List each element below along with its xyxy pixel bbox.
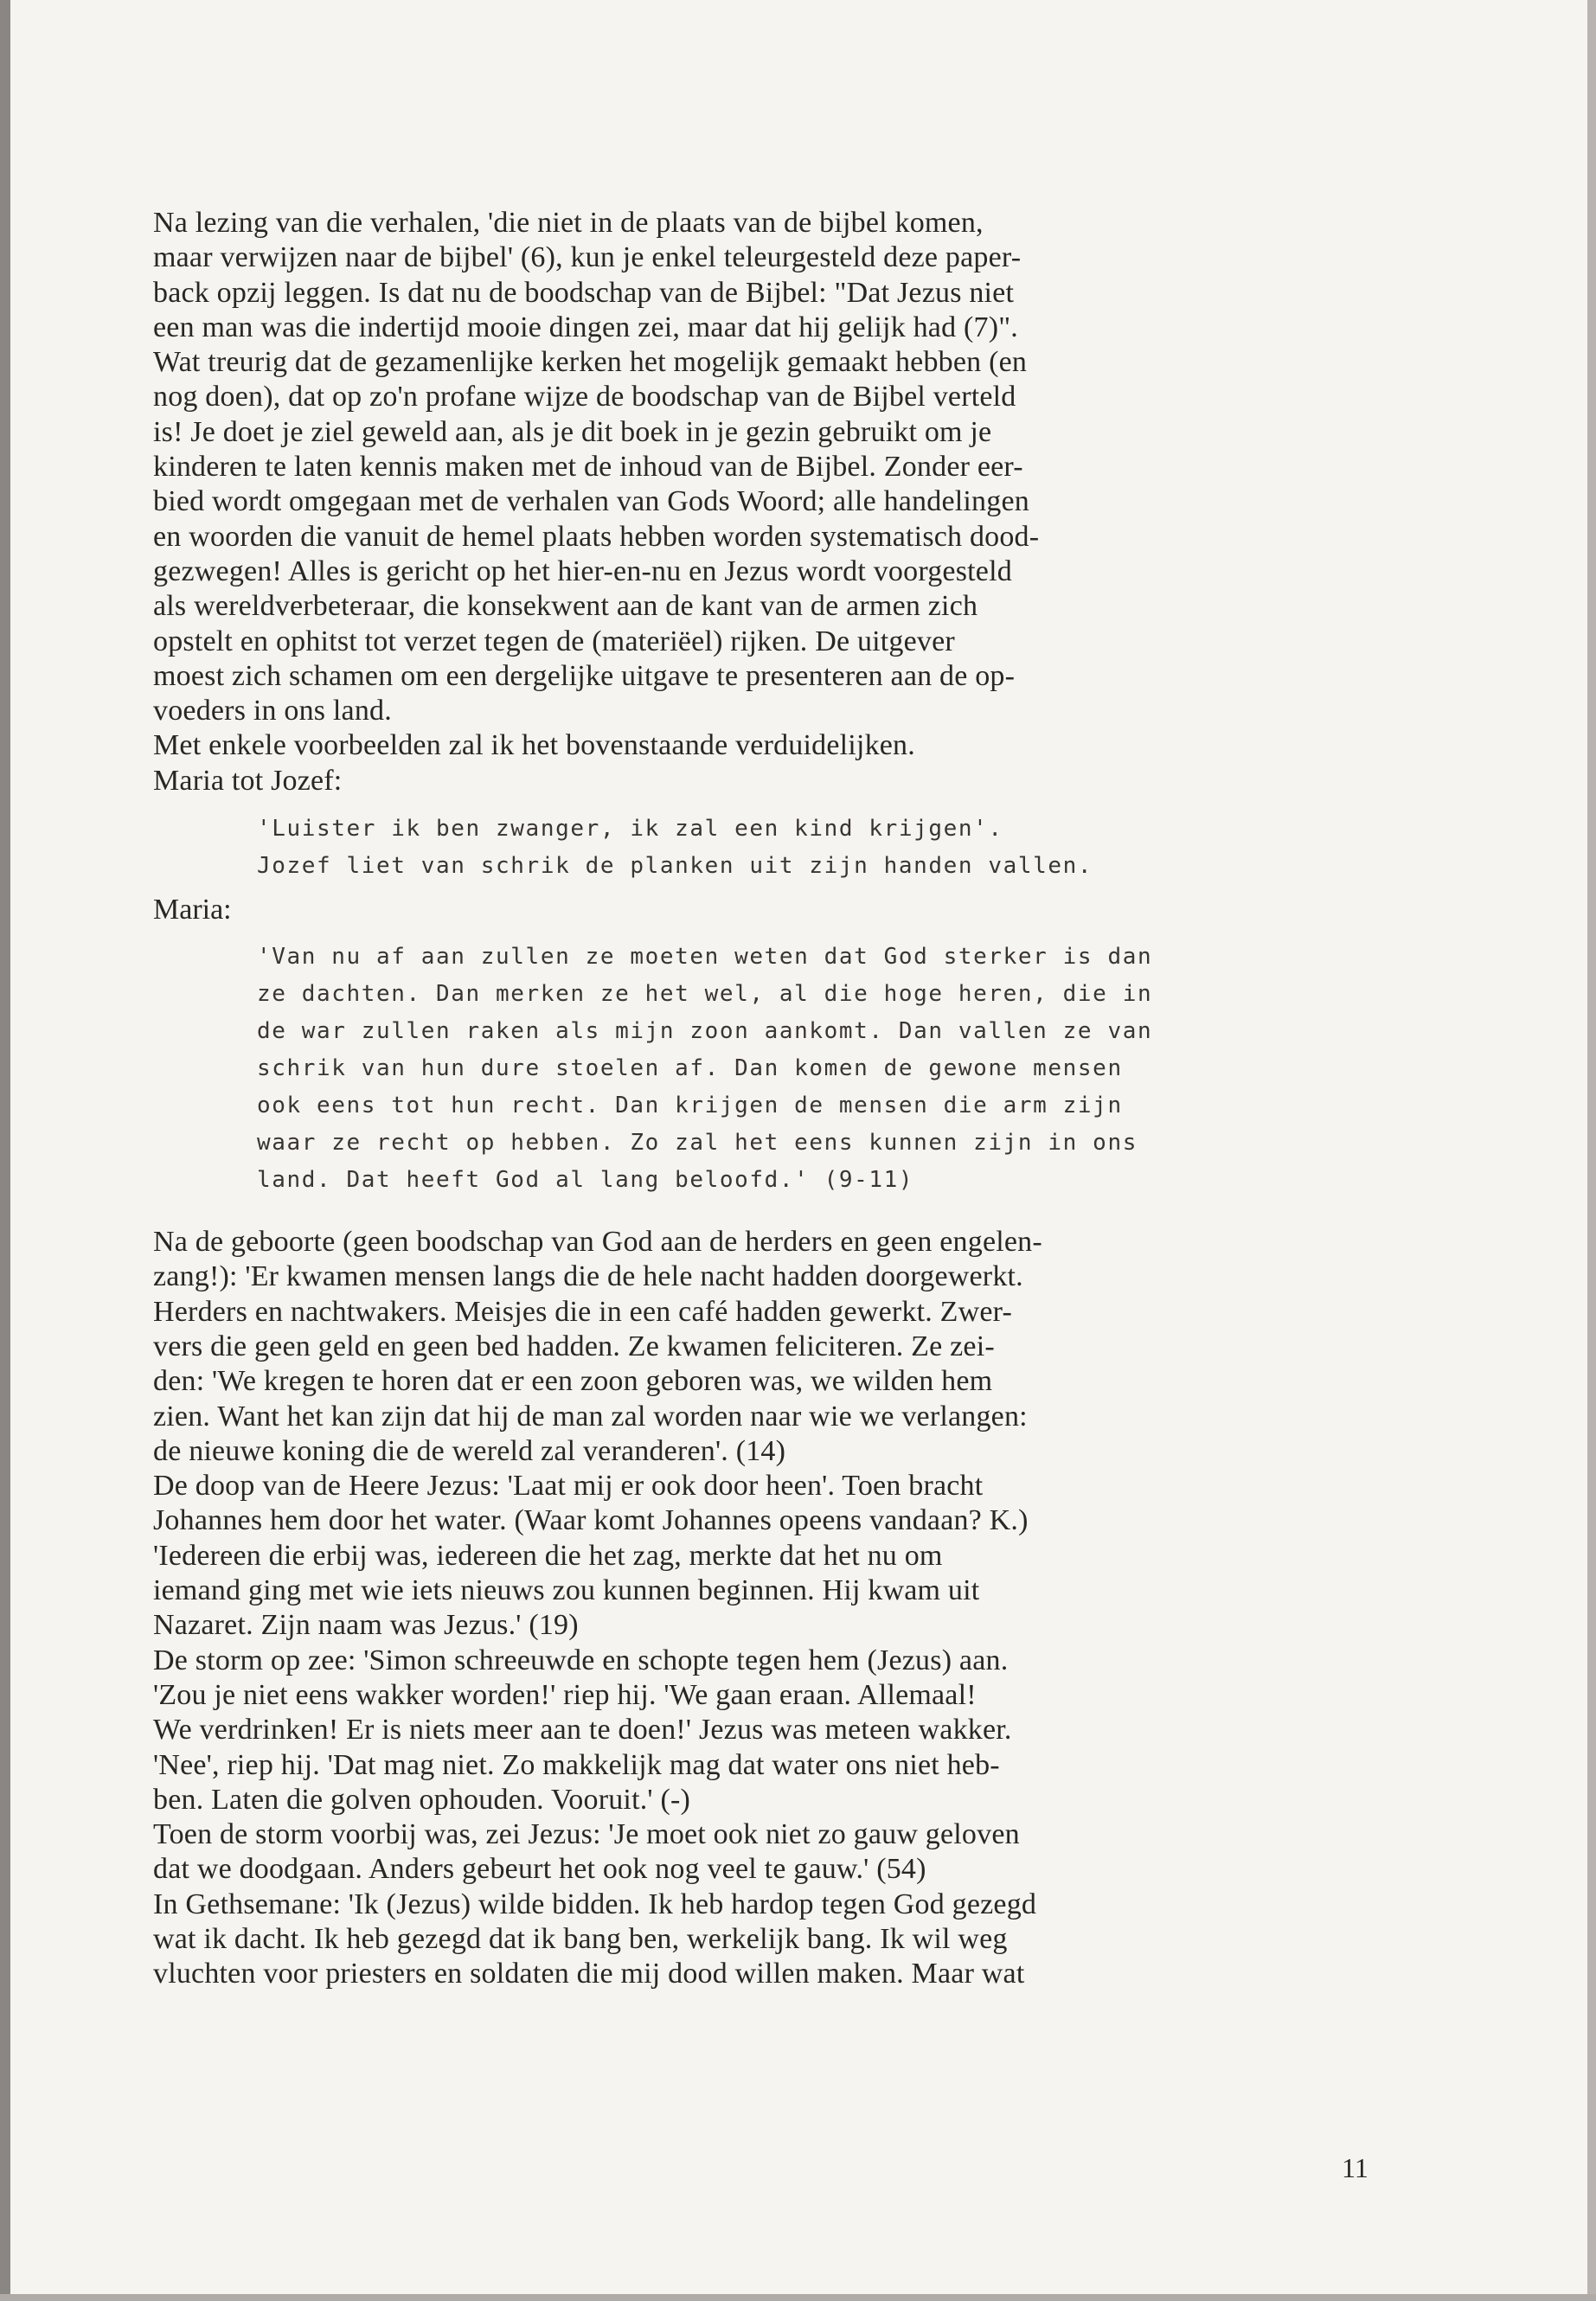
quote-maria: [153, 939, 1425, 1199]
page-number: 11: [1342, 2152, 1368, 2183]
text-line: We verdrinken! Er is niets meer aan te doen!' Jezus was meteen wakker.: [153, 1714, 1012, 1747]
text-line: Na lezing van die verhalen, 'die niet in de plaats van de bijbel komen,: [153, 207, 984, 239]
quote-line: de war zullen raken als mijn zoon aankomt. Dan vallen ze van: [257, 1018, 1153, 1045]
text-line: als wereldverbeteraar, die konsekwent aan de kant van de armen zich: [153, 590, 978, 623]
text-line: zien. Want het kan zijn dat hij de man zal worden naar wie we verlangen:: [153, 1400, 1028, 1433]
paragraph-intro: [153, 206, 1425, 764]
text-line: Nazaret. Zijn naam was Jezus.' (19): [153, 1609, 579, 1642]
speaker-label-maria-tot-jozef: Maria tot Jozef:: [153, 764, 343, 797]
page-body: [153, 206, 1425, 1992]
quote-line: schrik van hun dure stoelen af. Dan komen de gewone mensen: [257, 1055, 1123, 1082]
text-line: en woorden die vanuit de hemel plaats hebben worden systematisch dood-: [153, 520, 1040, 553]
speaker-label-maria: Maria:: [153, 894, 232, 926]
text-line: moest zich schamen om een dergelijke uitgave te presenteren aan de op-: [153, 659, 1016, 692]
paragraph-examples: [153, 1225, 1425, 1992]
quote-line: land. Dat heeft God al lang beloofd.' (9-11): [257, 1167, 914, 1194]
text-line: den: 'We kregen te horen dat er een zoon geboren was, we wilden hem: [153, 1365, 993, 1398]
spacer: [153, 1199, 1425, 1225]
text-line: zang!): 'Er kwamen mensen langs die de hele nacht hadden doorgewerkt.: [153, 1260, 1023, 1293]
text-line: Herders en nachtwakers. Meisjes die in een café hadden gewerkt. Zwer-: [153, 1295, 1013, 1328]
text-line: Na de geboorte (geen boodschap van God aan de herders en geen engelen-: [153, 1226, 1042, 1259]
text-line: maar verwijzen naar de bijbel' (6), kun je enkel teleurgesteld deze paper-: [153, 241, 1022, 274]
text-line: vluchten voor priesters en soldaten die mij dood willen maken. Maar wat: [153, 1958, 1025, 1990]
quote-line: Jozef liet van schrik de planken uit zijn handen vallen.: [257, 853, 1093, 880]
quote-line: ook eens tot hun recht. Dan krijgen de mensen die arm zijn: [257, 1093, 1123, 1119]
text-line: opstelt en ophitst tot verzet tegen de (materiëel) rijken. De uitgever: [153, 625, 955, 657]
quote-line: 'Luister ik ben zwanger, ik zal een kind krijgen'.: [257, 816, 1003, 843]
quote-maria-jozef: [153, 811, 1425, 885]
text-line: bied wordt omgegaan met de verhalen van Gods Woord; alle handelingen: [153, 485, 1029, 518]
text-line: is! Je doet je ziel geweld aan, als je dit boek in je gezin gebruikt om je: [153, 415, 992, 448]
text-line: 'Nee', riep hij. 'Dat mag niet. Zo makkelijk mag dat water ons niet heb-: [153, 1748, 1000, 1781]
text-line: Johannes hem door het water. (Waar komt Johannes opeens vandaan? K.): [153, 1504, 1029, 1537]
quote-line: waar ze recht op hebben. Zo zal het eens kunnen zijn in ons: [257, 1130, 1138, 1157]
text-line: 'Zou je niet eens wakker worden!' riep hij. 'We gaan eraan. Allemaal!: [153, 1678, 977, 1711]
text-line: ben. Laten die golven ophouden. Vooruit.' (-): [153, 1783, 691, 1816]
text-line: kinderen te laten kennis maken met de inhoud van de Bijbel. Zonder eer-: [153, 451, 1023, 484]
text-line: de nieuwe koning die de wereld zal veranderen'. (14): [153, 1434, 786, 1467]
text-line: De storm op zee: 'Simon schreeuwde en schopte tegen hem (Jezus) aan.: [153, 1644, 1009, 1676]
scan-edge-bottom: [0, 2294, 1596, 2301]
quote-line: 'Van nu af aan zullen ze moeten weten dat God sterker is dan: [257, 944, 1153, 971]
scan-edge-right: [1587, 0, 1596, 2301]
text-line: back opzij leggen. Is dat nu de boodschap van de Bijbel: "Dat Jezus niet: [153, 276, 1015, 309]
text-line: iemand ging met wie iets nieuws zou kunnen beginnen. Hij kwam uit: [153, 1574, 980, 1607]
text-line: vers die geen geld en geen bed hadden. Ze kwamen feliciteren. Ze zei-: [153, 1330, 995, 1362]
text-line: Met enkele voorbeelden zal ik het bovenstaande verduidelijken.: [153, 729, 915, 762]
text-line: 'Iedereen die erbij was, iedereen die het zag, merkte dat het nu om: [153, 1539, 943, 1572]
text-line: In Gethsemane: 'Ik (Jezus) wilde bidden. Ik heb hardop tegen God gezegd: [153, 1888, 1037, 1920]
quote-line: ze dachten. Dan merken ze het wel, al die hoge heren, die in: [257, 981, 1153, 1008]
scan-edge-left: [0, 0, 10, 2301]
text-line: De doop van de Heere Jezus: 'Laat mij er ook door heen'. Toen bracht: [153, 1470, 984, 1503]
text-line: dat we doodgaan. Anders gebeurt het ook nog veel te gauw.' (54): [153, 1853, 926, 1886]
text-line: gezwegen! Alles is gericht op het hier-en-nu en Jezus wordt voorgesteld: [153, 554, 1012, 587]
text-line: Wat treurig dat de gezamenlijke kerken het mogelijk gemaakt hebben (en: [153, 346, 1028, 379]
text-line: wat ik dacht. Ik heb gezegd dat ik bang ben, werkelijk bang. Ik wil weg: [153, 1922, 1008, 1955]
text-line: nog doen), dat op zo'n profane wijze de boodschap van de Bijbel verteld: [153, 381, 1016, 413]
text-line: voeders in ons land.: [153, 695, 392, 727]
text-line: Toen de storm voorbij was, zei Jezus: 'Je moet ook niet zo gauw geloven: [153, 1818, 1020, 1851]
text-line: een man was die indertijd mooie dingen zei, maar dat hij gelijk had (7)".: [153, 311, 1019, 343]
